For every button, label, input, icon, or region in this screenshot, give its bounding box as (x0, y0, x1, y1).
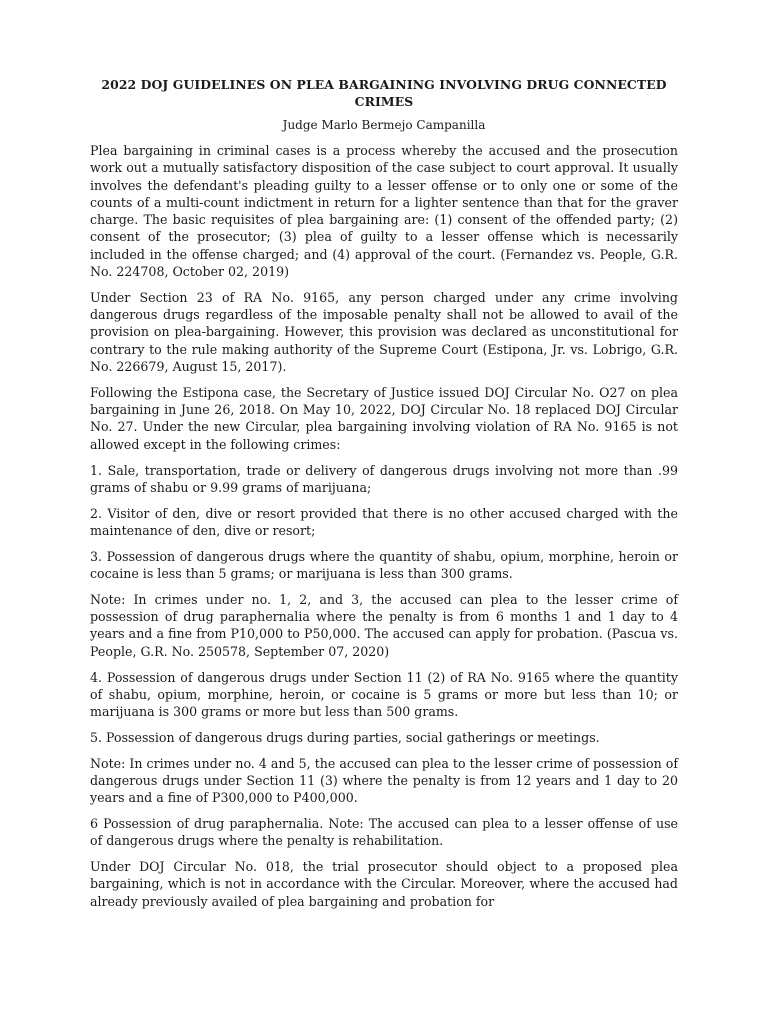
paragraph-doj-circular: Following the Estipona case, the Secretary of Justice issued DOJ Circular No. O27 on plea bargaining in June 26, 2018. On May 10, 2022, DOJ Circular No. 18 replaced DOJ Circular No. 27. Under the new Circular, plea bargaining involving violation of RA No. 9165 is not allowed except in the following crimes: (90, 384, 678, 452)
paragraph-circular-018: Under DOJ Circular No. 018, the trial prosecutor should object to a proposed plea bargaining, which is not in accordance with the Circular. Moreover, where the accused had already previously availed of plea bargaining and probation for (90, 859, 678, 909)
note-4-5: Note: In crimes under no. 4 and 5, the accused can plea to the lesser crime of possession of dangerous drugs under Section 11 (3) where the penalty is from 12 years and 1 day to 20 years and a fine of P300,000 to P400,000. (90, 755, 678, 806)
list-item-6: 6 Possession of drug paraphernalia. Note: The accused can plea to a lesser offense of use of dangerous drugs where the penalty is rehabilitation. (90, 816, 678, 849)
list-item-5: 5. Possession of dangerous drugs during parties, social gatherings or meetings. (90, 729, 600, 745)
paragraph-section-23: Under Section 23 of RA No. 9165, any person charged under any crime involving dangerous drugs regardless of the imposable penalty shall not be allowed to avail of the provision on plea-bargaining. However, this provision was declared as unconstitutional for contrary to the rule making authority of the Supreme Court (Estipona, Jr. vs. Lobrigo, G.R. No. 226679, August 15, 2017). (90, 289, 678, 375)
note-1-2-3: Note: In crimes under no. 1, 2, and 3, the accused can plea to the lesser crime of possession of drug paraphernalia where the penalty is from 6 months 1 and 1 day to 4 years and a fine from P10,000 to P50,000. The accused can apply for probation. (Pascua vs. People, G.R. No. 250578, September 07, 2020) (90, 591, 678, 659)
list-item-3: 3. Possession of dangerous drugs where the quantity of shabu, opium, morphine, heroin or cocaine is less than 5 grams; or marijuana is less than 300 grams. (90, 548, 678, 582)
list-item-2: 2. Visitor of den, dive or resort provided that there is no other accused charged with the maintenance of den, dive or resort; (90, 505, 678, 538)
list-item-1: 1. Sale, transportation, trade or delivery of dangerous drugs involving not more than .99 grams of shabu or 9.99 grams of marijuana; (90, 462, 678, 495)
list-item-4: 4. Possession of dangerous drugs under Section 11 (2) of RA No. 9165 where the quantity of shabu, opium, morphine, heroin, or cocaine is 5 grams or more but less than 10; or marijuana is 300 grams or more but less than 500 grams. (90, 669, 678, 720)
document-page (90, 76, 678, 919)
document-author: Judge Marlo Bermejo Campanilla (282, 118, 486, 132)
paragraph-plea-bargaining-definition: Plea bargaining in criminal cases is a process whereby the accused and the prosecution work out a mutually satisfactory disposition of the case subject to court approval. It usually involves the defendant's pleading guilty to a lesser offense or to only one or some of the counts of a multi-count indictment in return for a lighter sentence than that for the graver charge. The basic requisites of plea bargaining are: (1) consent of the offended party; (2) consent of the prosecutor; (3) plea of guilty to a lesser offense which is necessarily included in the offense charged; and (4) approval of the court. (Fernandez vs. People, G.R. No. 224708, October 02, 2019) (90, 143, 678, 280)
document-title: 2022 DOJ GUIDELINES ON PLEA BARGAINING INVOLVING DRUG CONNECTED CRIMES (101, 77, 667, 109)
